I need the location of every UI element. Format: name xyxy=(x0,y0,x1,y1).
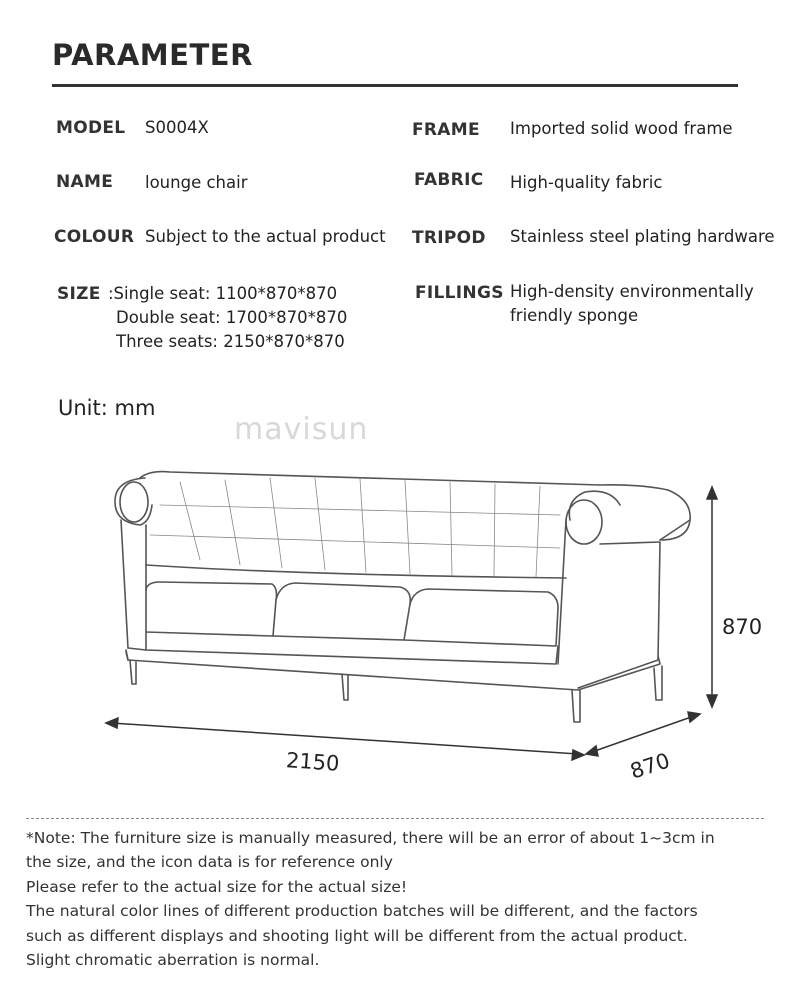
height-dimension: 870 xyxy=(722,615,763,639)
width-arrow-head-left xyxy=(106,718,118,728)
colour-value: Subject to the actual product xyxy=(145,227,386,246)
width-arrow xyxy=(112,723,578,754)
size-single: :Single seat: 1100*870*870 xyxy=(108,284,338,303)
size-double: Double seat: 1700*870*870 xyxy=(116,308,348,327)
frame-value: Imported solid wood frame xyxy=(510,119,733,138)
unit-label: Unit: mm xyxy=(58,396,156,420)
height-arrow-head-bottom xyxy=(707,695,717,707)
depth-dimension: 870 xyxy=(627,748,673,784)
note-block xyxy=(26,826,766,972)
width-arrow-head-right xyxy=(572,750,584,760)
note-line-2: the size, and the icon data is for reference only xyxy=(26,853,393,872)
note-line-5: such as different displays and shooting light will be different from the actual product. xyxy=(26,926,688,945)
tripod-label: TRIPOD xyxy=(412,228,486,248)
depth-arrow-head-left xyxy=(586,746,598,756)
note-divider xyxy=(26,818,764,819)
note-line-3: Please refer to the actual size for the actual size! xyxy=(26,877,408,896)
width-dimension: 2150 xyxy=(285,748,341,776)
right-arm-roll xyxy=(569,491,620,520)
fillings-line-2: friendly sponge xyxy=(510,306,639,325)
frame-label: FRAME xyxy=(412,120,480,140)
colour-label: COLOUR xyxy=(54,227,135,247)
fillings-label: FILLINGS xyxy=(415,283,504,303)
note-line-4: The natural color lines of different production batches will be different, and the factors xyxy=(26,902,698,921)
size-three: Three seats: 2150*870*870 xyxy=(116,332,345,351)
tripod-value: Stainless steel plating hardware xyxy=(510,227,775,246)
height-arrow-head-top xyxy=(707,487,717,499)
name-value: lounge chair xyxy=(145,173,248,192)
note-line-1: *Note: The furniture size is manually measured, there will be an error of about 1~3cm in xyxy=(26,829,715,847)
fillings-line-1: High-density environmentally xyxy=(510,282,754,301)
depth-arrow-head-right xyxy=(688,712,700,722)
size-label: SIZE xyxy=(57,284,101,304)
page-title: PARAMETER xyxy=(52,38,253,72)
name-label: NAME xyxy=(56,172,114,192)
model-value: S0004X xyxy=(145,118,209,137)
depth-arrow xyxy=(592,716,694,752)
fabric-label: FABRIC xyxy=(414,170,484,190)
note-line-6: Slight chromatic aberration is normal. xyxy=(26,951,320,970)
cushion-left xyxy=(146,582,277,636)
backrest-top-line xyxy=(140,472,690,540)
watermark: mavisun xyxy=(234,412,369,447)
model-label: MODEL xyxy=(56,118,126,138)
fabric-value: High-quality fabric xyxy=(510,173,663,192)
